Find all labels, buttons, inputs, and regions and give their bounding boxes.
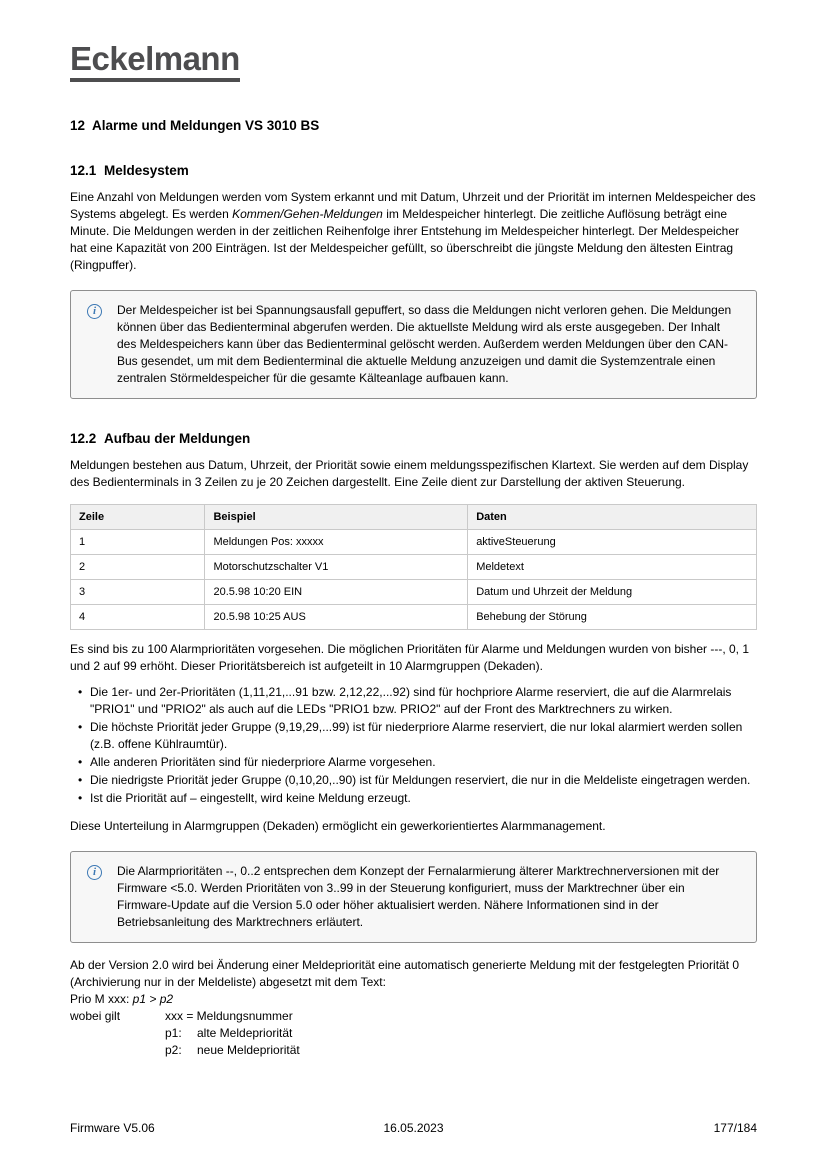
- cell-beispiel: 20.5.98 10:25 AUS: [205, 604, 468, 629]
- paragraph-text: im Meldespeicher hinterlegt. Die zeitliche Auflösung beträgt eine Minute. Die Meldungen werden in der zeitlichen Reihenfolge ihrer Entstehung im Meldespeicher hinterlegt. Der Meldespeicher hat eine Kapazität von 200 Einträgen. Ist der Meldespeicher gefüllt, so überschreibt die jüngste Meldung den ältesten Eintrag (Ringpuffer).: [70, 206, 740, 272]
- definition-label: wobei gilt: [70, 1008, 121, 1023]
- paragraph-italic-text: Kommen/Gehen-Meldungen: [232, 206, 383, 221]
- list-item: • Die höchste Priorität jeder Gruppe (9,19,29,...99) ist für niederpriore Alarme reserviert, die nur lokal alarmiert werden sollen (z.B. offene Kühlraumtür).: [78, 719, 757, 753]
- table-row: [71, 529, 757, 554]
- cell-zeile: 4: [71, 604, 205, 629]
- info-icon: i: [87, 865, 102, 880]
- section-number: 12.2: [70, 430, 97, 446]
- cell-daten: Behebung der Störung: [468, 604, 757, 629]
- aufbau-intro-paragraph: Meldungen bestehen aus Datum, Uhrzeit, der Priorität sowie einem meldungsspezifischen Klartext. Sie werden auf dem Display des Bedienterminals in 3 Zeilen zu je 20 Zeichen dargestellt. Eine Zeile dient zur Darstellung der aktiven Steuerung.: [70, 457, 749, 489]
- info-box-alarmprioritaeten: [70, 851, 757, 943]
- unterteilung-paragraph: Diese Unterteilung in Alarmgruppen (Dekaden) ermöglicht ein gewerkorientiertes Alarmmanagement.: [70, 818, 606, 833]
- footer-firmware-version: Firmware V5.06: [70, 1121, 155, 1135]
- definition-key: p2:: [165, 1042, 182, 1057]
- definition-row: [70, 1042, 757, 1059]
- table-header-row: [71, 504, 757, 529]
- paragraph-text: Eine Anzahl von Meldungen werden vom System erkannt und mit Datum, Uhrzeit und der Priorität im internen Meldespeicher des Systems abgelegt. Es werden: [70, 189, 756, 221]
- cell-daten: Meldetext: [468, 554, 757, 579]
- cell-zeile: 2: [71, 554, 205, 579]
- definition-row: [70, 1008, 757, 1025]
- cell-daten: aktiveSteuerung: [468, 529, 757, 554]
- info-box-text: Der Meldespeicher ist bei Spannungsausfall gepuffert, so dass die Meldungen nicht verloren gehen. Die Meldungen können über das Bedienterminal abgerufen werden. Die aktuellste Meldung wird als erste ausgegeben. Der Inhalt des Meldespeichers kann über das Bedienterminal gelöscht werden. Außerdem werden Meldungen über den CAN-Bus gesendet, um mit dem Bedienterminal die aktuelle Meldung anzuzeigen und damit die Systemzentrale einen zentralen Störmeldespeicher für die gesamte Kälteanlage aufbauen kann.: [117, 302, 732, 385]
- eckelmann-logo: Eckelmann: [70, 42, 240, 82]
- info-box-text: Die Alarmprioritäten --, 0..2 entsprechen dem Konzept der Fernalarmierung älterer Marktrechnerversionen mit der Firmware <5.0. Werden Prioritäten von 3..99 in der Steuerung konfiguriert, muss der Marktrechner über ein Firmware-Update auf die Version 5.0 oder höher aktualisiert werden. Nähere Informationen sind in der Betriebsanleitung des Marktrechners erläutert.: [117, 863, 720, 929]
- meldungen-table: [70, 504, 757, 630]
- column-header-beispiel: Beispiel: [205, 504, 468, 529]
- section-number: 12.1: [70, 162, 97, 178]
- cell-zeile: 3: [71, 579, 205, 604]
- list-item: • Die 1er- und 2er-Prioritäten (1,11,21,...91 bzw. 2,12,22,...92) sind für hochpriore Alarme reserviert, die auf die Alarmrelais "PRIO1" und "PRIO2" als auch auf die LEDs "PRIO1 bzw. PRIO2" auf der Front des Marktrechners zu wirken.: [78, 684, 757, 718]
- prio-text-line: [70, 991, 757, 1008]
- prio-italic: p1 > p2: [132, 991, 174, 1006]
- table-row: [71, 579, 757, 604]
- cell-beispiel: 20.5.98 10:20 EIN: [205, 579, 468, 604]
- list-item: • Alle anderen Prioritäten sind für niederpriore Alarme vorgesehen.: [78, 754, 757, 771]
- meldesystem-paragraph: [70, 189, 757, 274]
- chapter-title: Alarme und Meldungen VS 3010 BS: [92, 117, 320, 133]
- cell-zeile: 1: [71, 529, 205, 554]
- version-paragraph: Ab der Version 2.0 wird bei Änderung einer Meldepriorität eine automatisch generierte Meldung mit der festgelegten Priorität 0 (Archivierung nur in der Meldeliste) abgesetzt mit dem Text:: [70, 957, 740, 989]
- section-title: Meldesystem: [104, 162, 189, 178]
- prioritaeten-paragraph: Es sind bis zu 100 Alarmprioritäten vorgesehen. Die möglichen Prioritäten für Alarme und Meldungen wurden von bisher ---, 0, 1 und 2 auf 99 erhöht. Dieser Prioritätsbereich ist aufgeteilt in 10 Alarmgruppen (Dekaden).: [70, 641, 750, 673]
- footer-date: 16.05.2023: [383, 1121, 444, 1135]
- cell-beispiel: Motorschutzschalter V1: [205, 554, 468, 579]
- section-title: Aufbau der Meldungen: [104, 430, 251, 446]
- cell-daten: Datum und Uhrzeit der Meldung: [468, 579, 757, 604]
- definition-text: alte Meldepriorität: [197, 1025, 293, 1040]
- definition-row: [70, 1025, 757, 1042]
- prioritaeten-list: [70, 684, 757, 807]
- definition-key: p1:: [165, 1025, 182, 1040]
- section-heading-12-2: [70, 431, 757, 446]
- column-header-daten: Daten: [468, 504, 757, 529]
- definition-text: xxx = Meldungsnummer: [165, 1008, 293, 1023]
- section-heading-12-1: [70, 163, 757, 178]
- definition-text: neue Meldepriorität: [197, 1042, 300, 1057]
- version-note-block: [70, 957, 757, 1059]
- list-item: • Die niedrigste Priorität jeder Gruppe (0,10,20,..90) ist für Meldungen reserviert, die nur in die Meldeliste eingetragen werden.: [78, 772, 757, 789]
- prio-label: Prio M xxx:: [70, 991, 133, 1006]
- list-item: • Ist die Priorität auf – eingestellt, wird keine Meldung erzeugt.: [78, 790, 757, 807]
- cell-beispiel: Meldungen Pos: xxxxx: [205, 529, 468, 554]
- table-row: [71, 604, 757, 629]
- footer-page-number: 177/184: [713, 1121, 757, 1135]
- table-row: [71, 554, 757, 579]
- page-footer: [70, 1121, 757, 1135]
- info-box-meldespeicher: [70, 290, 757, 399]
- chapter-heading: [70, 118, 757, 133]
- column-header-zeile: Zeile: [71, 504, 205, 529]
- info-icon: i: [87, 304, 102, 319]
- chapter-number: 12: [70, 117, 86, 133]
